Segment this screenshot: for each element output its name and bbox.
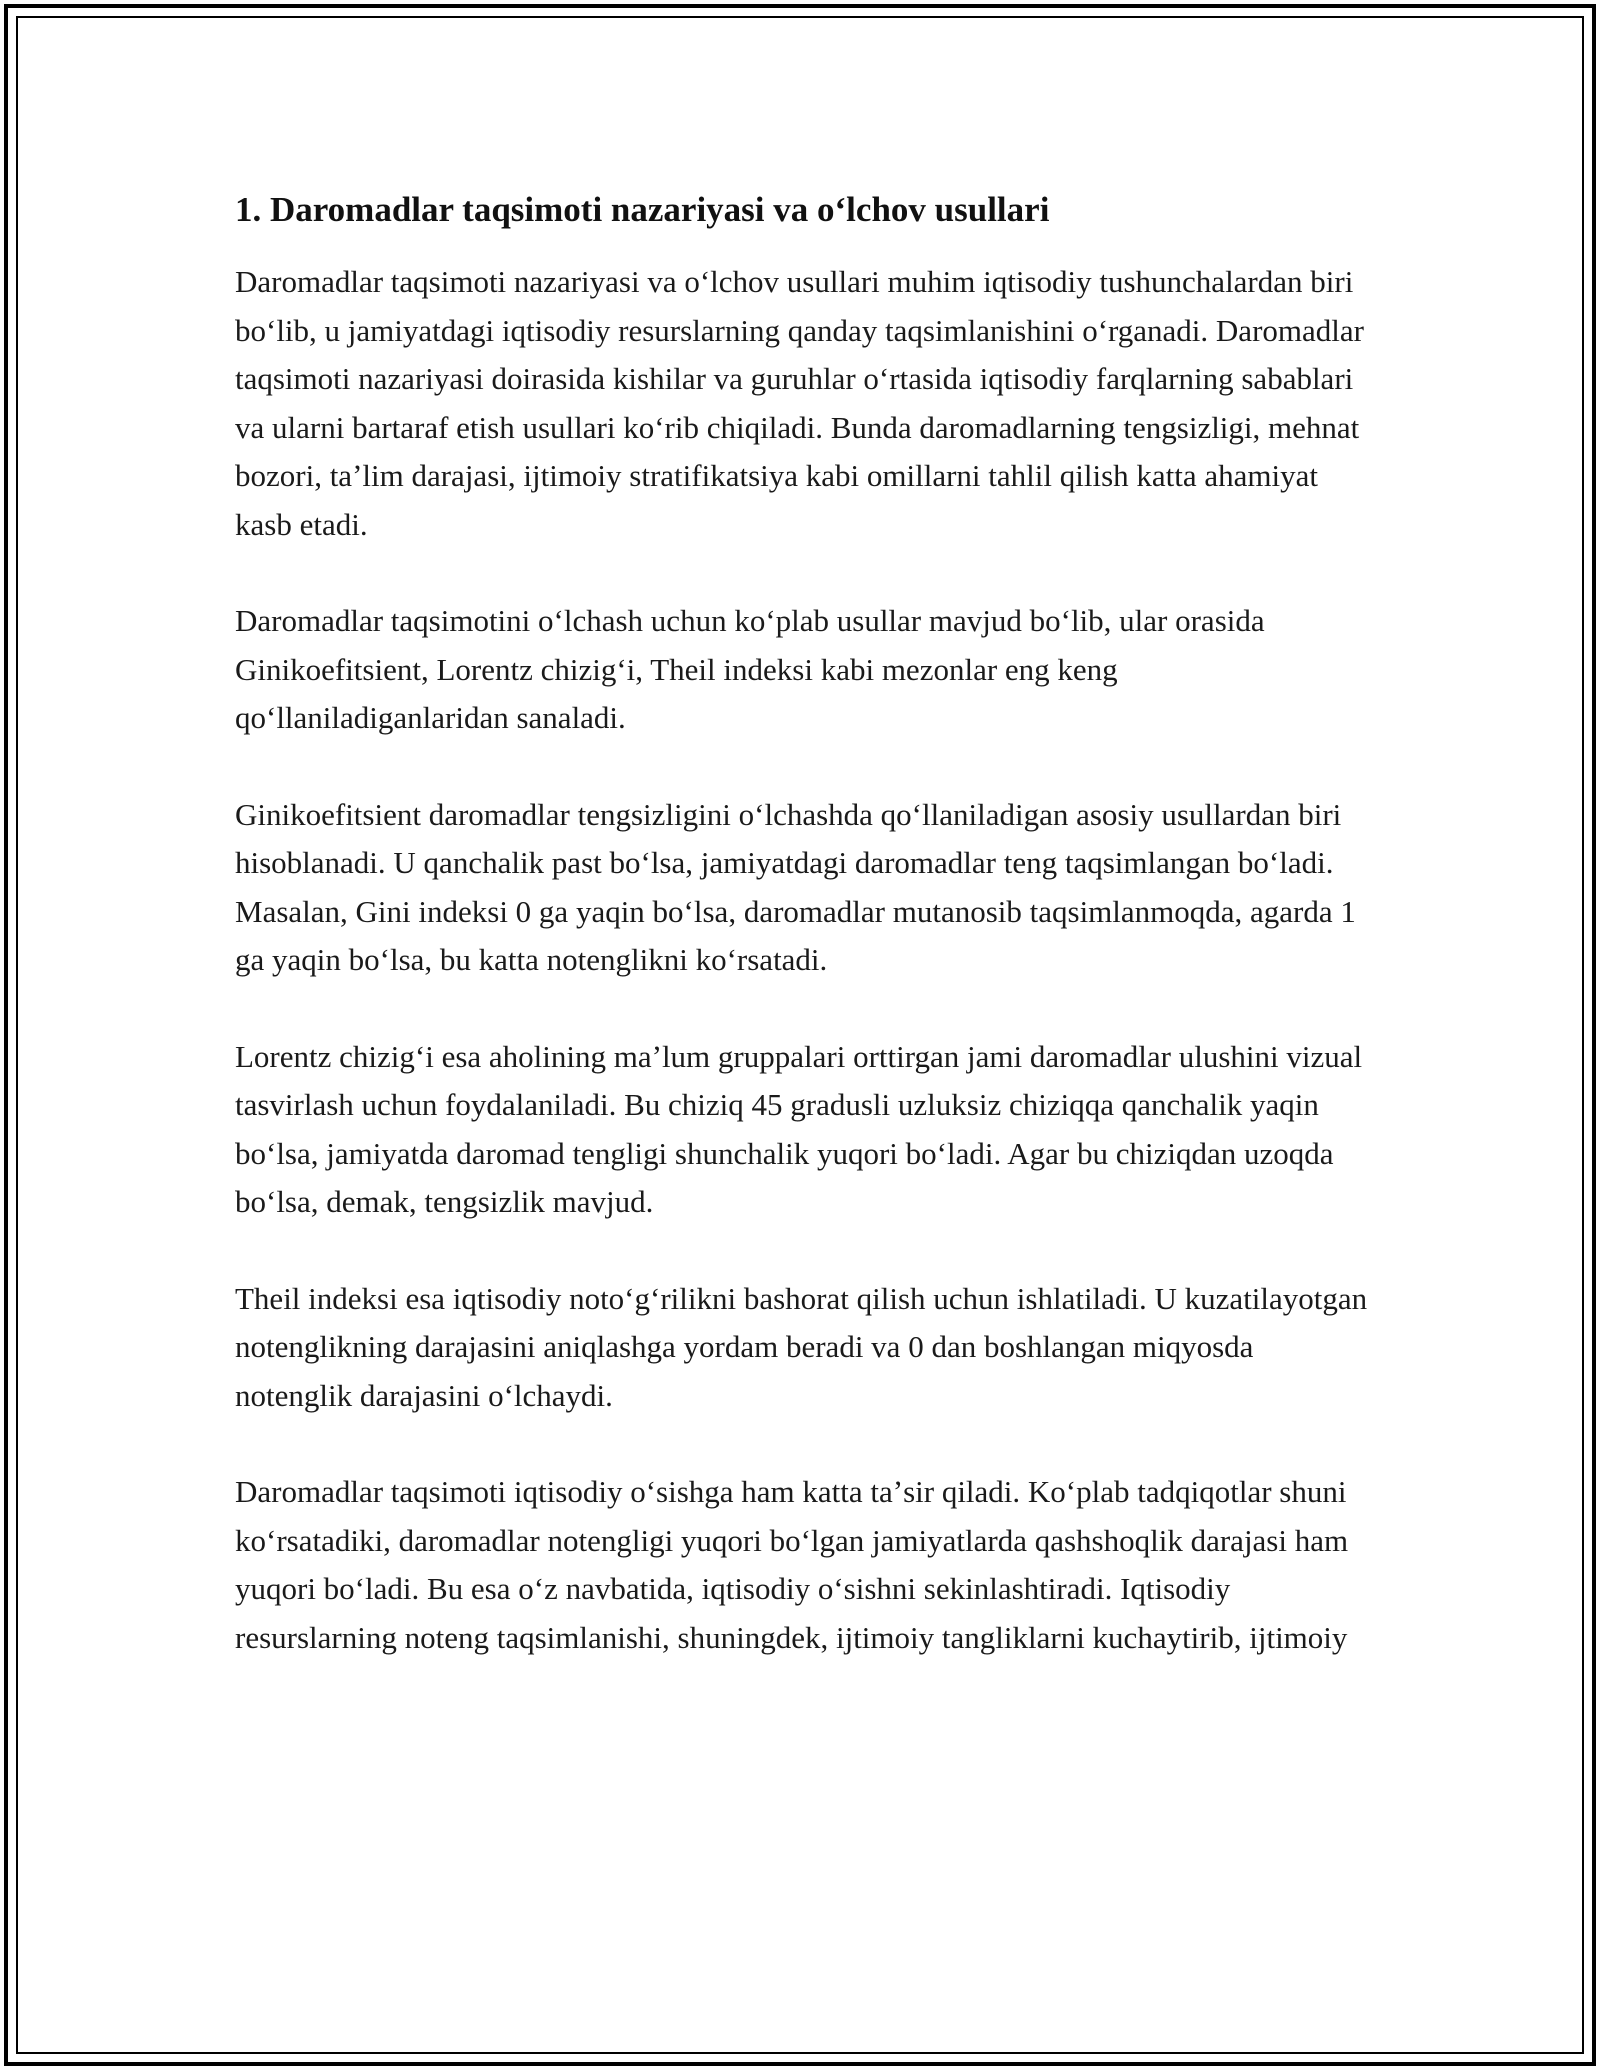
paragraph-intro: Daromadlar taqsimoti nazariyasi va oʻlchov usullari muhim iqtisodiy tushunchalardan biri boʻlib, u jamiyatdagi iqtisodiy resurslarning qanday taqsimlanishini oʻrganadi. Daromadlar taqsimoti nazariyasi doirasida kishilar va guruhlar oʻrtasida iqtisodiy farqlarning sabablari va ularni bartaraf etish usullari koʻrib chiqiladi. Bunda daromadlarning tengsizligi, mehnat bozori, taʼlim darajasi, ijtimoiy stratifikatsiya kabi omillarni tahlil qilish katta ahamiyat kasb etadi. bbox=[235, 264, 1364, 542]
paragraph-measurement-methods: Daromadlar taqsimotini oʻlchash uchun koʻplab usullar mavjud boʻlib, ular orasida Ginikoefitsient, Lorentz chizigʻi, Theil indeksi kabi mezonlar eng keng qoʻllaniladiganlaridan sanaladi. bbox=[235, 603, 1265, 735]
paragraph-theil: Theil indeksi esa iqtisodiy notoʻgʻrilikni bashorat qilish uchun ishlatiladi. U kuzatilayotgan notenglikning darajasini aniqlashga yordam beradi va 0 dan boshlangan miqyosda notenglik darajasini oʻlchaydi. bbox=[235, 1280, 1368, 1413]
section-heading: 1. Daromadlar taqsimoti nazariyasi va oʻlchov usullari bbox=[235, 190, 1050, 229]
paragraph-growth: Daromadlar taqsimoti iqtisodiy oʻsishga ham katta taʼsir qiladi. Koʻplab tadqiqotlar shuni koʻrsatadiki, daromadlar notengligi yuqori boʻlgan jamiyatlarda qashshoqlik darajasi ham yuqori boʻladi. Bu esa oʻz navbatida, iqtisodiy oʻsishni sekinlashtiradi. Iqtisodiy resurslarning noteng taqsimlanishi, shuningdek, ijtimoiy tangliklarni kuchaytirib, ijtimoiy bbox=[235, 1474, 1349, 1655]
paragraph-gini: Ginikoefitsient daromadlar tengsizligini oʻlchashda qoʻllaniladigan asosiy usullardan biri hisoblanadi. U qanchalik past boʻlsa, jamiyatdagi daromadlar teng taqsimlangan boʻladi. Masalan, Gini indeksi 0 ga yaqin boʻlsa, daromadlar mutanosib taqsimlanmoqda, agarda 1 ga yaqin boʻlsa, bu katta notenglikni koʻrsatadi. bbox=[235, 796, 1356, 977]
document-body bbox=[235, 188, 1375, 1710]
paragraph-lorentz: Lorentz chizigʻi esa aholining maʼlum gruppalari orttirgan jami daromadlar ulushini vizual tasvirlash uchun foydalaniladi. Bu chiziq 45 gradusli uzluksiz chiziqqa qanchalik yaqin boʻlsa, jamiyatda daromad tengligi shunchalik yuqori boʻladi. Agar bu chiziqdan uzoqda boʻlsa, demak, tengsizlik mavjud. bbox=[235, 1038, 1363, 1219]
